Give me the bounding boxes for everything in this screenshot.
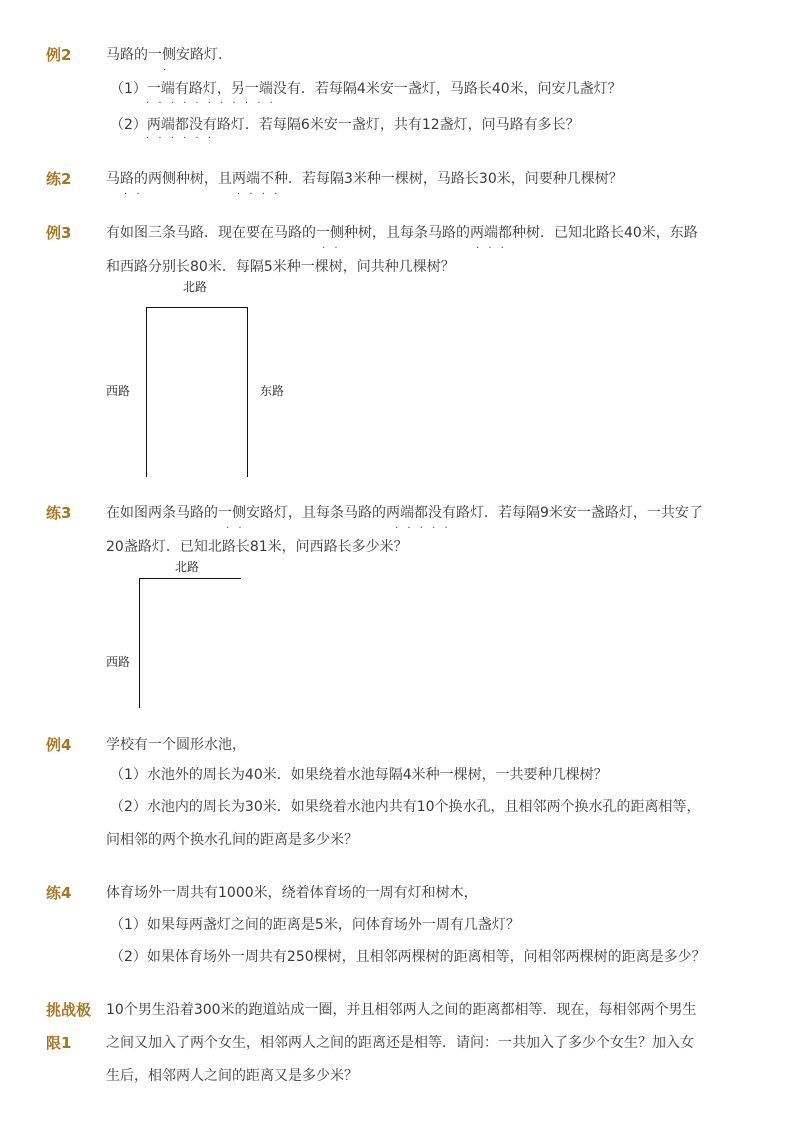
practice-3-label: 练3 <box>46 504 72 522</box>
practice-4-intro: 体育场外一周共有1000米，绕着体育场的一周有灯和树木， <box>106 885 478 901</box>
north-road-line <box>146 307 248 308</box>
example-3-line-1: 有如图三条马路．现在要在马路的一侧种树，且每条马路的两端都种树．已知北路长40米，东路 <box>106 225 698 241</box>
emphasis-dots: · · · · · · <box>146 133 214 144</box>
east-road-label: 东路 <box>260 384 285 398</box>
practice-2-text: 马路的两侧种树，且两端不种．若每隔3米种一棵树，马路长30米，问要种几棵树？ <box>106 171 623 187</box>
emphasis-dots: · · <box>124 189 143 200</box>
example-2-question-2: （2）两端都没有路灯．若每隔6米安一盏灯，共有12盏灯，问马路有多长？ <box>110 117 580 133</box>
north-road-label: 北路 <box>183 280 208 294</box>
emphasis-dots: · · <box>322 243 341 254</box>
emphasis-dots: · <box>163 65 170 76</box>
example-2-question-1: （1）一端有路灯，另一端没有．若每隔4米安一盏灯，马路长40米，问安几盏灯？ <box>110 81 622 97</box>
east-road-line <box>247 307 248 477</box>
example-4-label: 例4 <box>46 736 72 754</box>
practice-4-question-2: （2）如果体育场外一周共有250棵树，且相邻两棵树的距离相等，问相邻两棵树的距离是多少？ <box>110 949 706 965</box>
challenge-line-3: 生后，相邻两人之间的距离又是多少米？ <box>106 1068 358 1084</box>
practice-3-line-2: 20盏路灯．已知北路长81米，问西路长多少米？ <box>106 539 408 555</box>
example-4-question-1: （1）水池外的周长为40米．如果绕着水池每隔4米种一棵树，一共要种几棵树？ <box>110 767 608 783</box>
emphasis-dots: · · <box>226 523 245 534</box>
example-2-intro: 马路的一侧安路灯． <box>106 47 232 63</box>
example-4-question-2-line-2: 问相邻的两个换水孔间的距离是多少米？ <box>106 832 358 848</box>
west-road-label: 西路 <box>106 384 131 398</box>
example-2-label: 例2 <box>46 46 72 64</box>
example-4-intro: 学校有一个圆形水池， <box>106 737 246 753</box>
example-3-line-2: 和西路分别长80米．每隔5米种一棵树，问共种几棵树？ <box>106 259 455 275</box>
challenge-line-1: 10个男生沿着300米的跑道站成一圈，并且相邻两人之间的距离都相等．现在，每相邻两个男生 <box>106 1002 697 1018</box>
practice-2-label: 练2 <box>46 170 72 188</box>
emphasis-dots: · · · · <box>237 189 281 200</box>
west-road-line <box>139 578 140 708</box>
challenge-label-line-2: 限1 <box>46 1034 72 1052</box>
west-road-line <box>146 307 147 477</box>
emphasis-dots: · · · <box>476 243 507 254</box>
example-4-question-2-line-1: （2）水池内的周长为30米．如果绕着水池内共有10个换水孔，且相邻两个换水孔的距离相等， <box>110 799 701 815</box>
practice-4-label: 练4 <box>46 884 72 902</box>
practice-3-line-1: 在如图两条马路的一侧安路灯，且每条马路的两端都没有路灯．若每隔9米安一盏路灯，一共安了 <box>106 505 703 521</box>
west-road-label: 西路 <box>106 655 131 669</box>
north-road-line <box>139 578 241 579</box>
example-3-label: 例3 <box>46 224 72 242</box>
emphasis-dots: · · · · · · · · · · · <box>146 98 276 109</box>
challenge-label-line-1: 挑战极 <box>46 1001 92 1019</box>
challenge-line-2: 之间又加入了两个女生，相邻两人之间的距离还是相等．请问：一共加入了多少个女生？加入女 <box>106 1035 694 1051</box>
north-road-label: 北路 <box>175 560 200 574</box>
practice-4-question-1: （1）如果每两盏灯之间的距离是5米，问体育场外一周有几盏灯？ <box>110 917 520 933</box>
emphasis-dots: · · · · · <box>395 523 451 534</box>
